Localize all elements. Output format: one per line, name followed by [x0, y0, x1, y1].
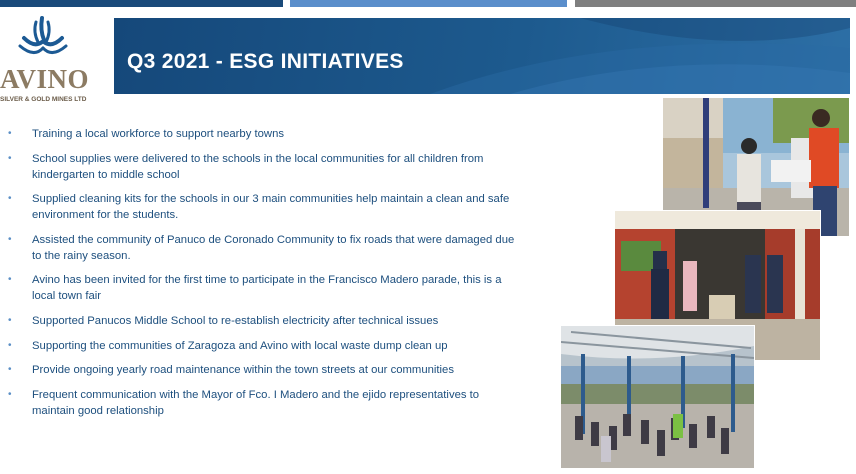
- list-item: [8, 387, 518, 419]
- initiatives-list: [8, 126, 518, 427]
- logo-tagline: SILVER & GOLD MINES LTD: [0, 96, 87, 103]
- bullet-icon: •: [8, 274, 12, 286]
- list-item-text: Supplied cleaning kits for the schools in our 3 main communities help maintain a clean and safe environment for the students.: [32, 193, 510, 222]
- list-item: [8, 126, 518, 142]
- list-item-text: School supplies were delivered to the schools in the local communities for all children from kindergarten to middle school: [32, 152, 484, 181]
- title-banner: [114, 18, 850, 94]
- list-item-text: Supported Panucos Middle School to re-establish electricity after technical issues: [32, 314, 439, 327]
- list-item-text: Training a local workforce to support nearby towns: [32, 128, 285, 140]
- top-accent-bar-light: [290, 0, 567, 7]
- bullet-icon: •: [8, 128, 12, 139]
- photo-school-courtyard: [561, 326, 754, 468]
- bullet-icon: •: [8, 152, 12, 164]
- page-title: Q3 2021 - ESG INITIATIVES: [127, 50, 404, 73]
- bullet-icon: •: [8, 339, 12, 351]
- list-item-text: Provide ongoing yearly road maintenance within the town streets at our communities: [32, 364, 454, 377]
- list-item-text: Supporting the communities of Zaragoza and Avino with local waste dump clean up: [32, 339, 448, 352]
- logo-mark-icon: [0, 14, 98, 64]
- logo-wordmark: AVINO: [0, 64, 90, 94]
- bullet-icon: •: [8, 193, 12, 205]
- list-item: [8, 232, 518, 264]
- bullet-icon: •: [8, 364, 12, 376]
- top-accent-bar-dark: [0, 0, 283, 7]
- top-accent-bar-gray: [575, 0, 856, 7]
- list-item-text: Avino has been invited for the first time to participate in the Francisco Madero parade, this is a local town fair: [32, 274, 502, 303]
- list-item-text: Assisted the community of Panuco de Coronado Community to fix roads that were damaged due to the rainy season.: [32, 233, 515, 262]
- list-item: [8, 313, 518, 329]
- bullet-icon: •: [8, 314, 12, 326]
- list-item: [8, 272, 518, 304]
- bullet-icon: •: [8, 388, 12, 400]
- list-item: [8, 362, 518, 378]
- list-item: [8, 191, 518, 223]
- list-item: [8, 151, 518, 183]
- avino-logo: [0, 14, 98, 103]
- list-item: [8, 338, 518, 354]
- list-item-text: Frequent communication with the Mayor of Fco. I Madero and the ejido representatives to maintain good relationship: [32, 388, 480, 417]
- banner-swoosh-decoration: [430, 18, 850, 94]
- bullet-icon: •: [8, 233, 12, 245]
